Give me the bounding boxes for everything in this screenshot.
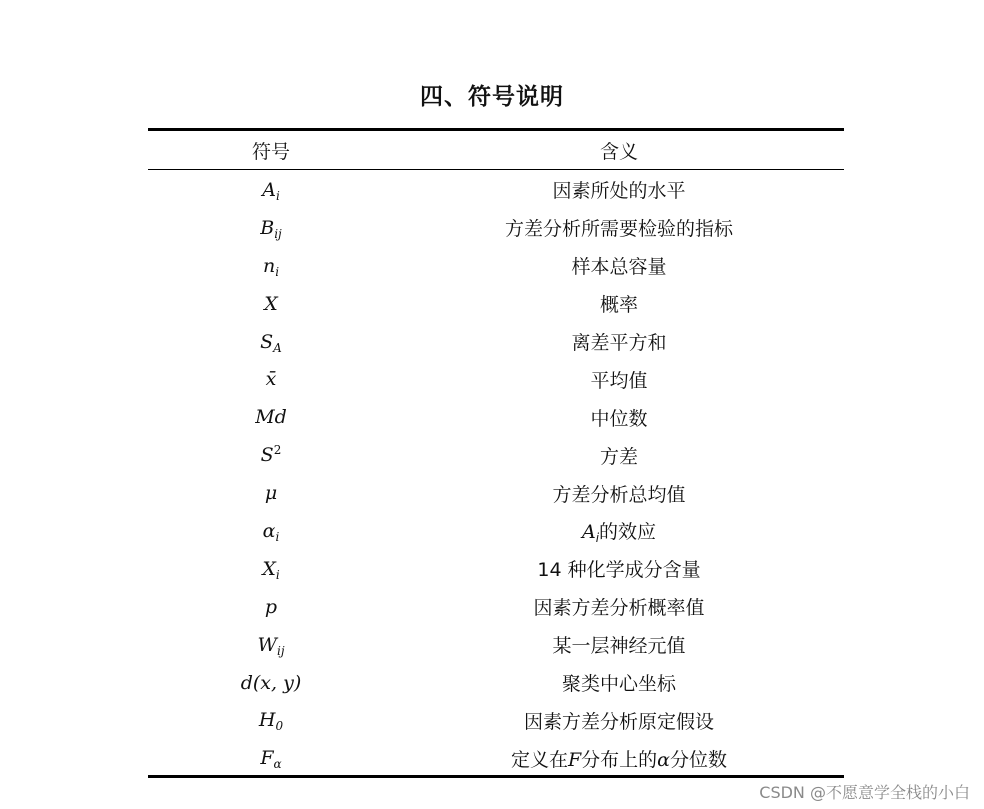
symbol-cell: d(x, y) [240, 671, 302, 694]
table-row [148, 550, 844, 588]
meaning-cell: 因素方差分析概率值 [533, 597, 705, 620]
table-row [148, 626, 844, 664]
table-row [148, 398, 844, 436]
symbol-cell: μ [264, 482, 278, 505]
table-row [148, 209, 844, 247]
meaning-cell: 聚类中心坐标 [561, 673, 676, 696]
table-row [148, 285, 844, 323]
symbol-table-body [148, 171, 844, 777]
meaning-cell: 某一层神经元值 [552, 635, 686, 658]
symbol-cell: x̄ [265, 368, 277, 391]
meaning-cell: 方差分析所需要检验的指标 [504, 218, 733, 241]
table-row [148, 247, 844, 285]
table-row [148, 360, 844, 398]
table-header-rule [148, 169, 844, 170]
table-bottom-rule [148, 775, 844, 778]
table-row [148, 323, 844, 361]
table-row [148, 171, 844, 209]
symbol-cell: $\alpha_i$ [262, 519, 280, 544]
symbol-cell: $H_0$ [258, 709, 284, 734]
symbol-cell: p [264, 595, 278, 618]
meaning-cell: 因素方差分析原定假设 [523, 710, 714, 733]
meaning-cell: 定义在F分布上的α分位数 [510, 748, 728, 771]
table-row [148, 739, 844, 777]
header-symbol: 符号 [251, 141, 290, 163]
symbol-cell: $X_i$ [262, 557, 280, 582]
table-row [148, 701, 844, 739]
meaning-cell: 中位数 [590, 407, 648, 430]
meaning-cell: 方差 [599, 445, 638, 468]
symbol-cell: $B_{ij}$ [260, 216, 282, 241]
table-row [148, 588, 844, 626]
symbol-cell: $F_\alpha$ [260, 747, 282, 772]
meaning-cell: $A_i$的效应 [581, 521, 657, 546]
symbol-cell: X [264, 292, 278, 315]
meaning-cell: 方差分析总均值 [552, 483, 686, 506]
header-meaning: 含义 [599, 141, 638, 163]
table-header [148, 132, 844, 169]
meaning-cell: 平均值 [590, 369, 648, 392]
symbol-cell: $W_{ij}$ [257, 633, 285, 658]
meaning-cell: 14 种化学成分含量 [537, 559, 701, 582]
section-title: 四、符号说明 [420, 84, 564, 110]
symbol-cell: Md [255, 406, 287, 429]
table-row [148, 474, 844, 512]
symbol-cell: $A_i$ [262, 178, 280, 203]
symbol-cell: $S^2$ [260, 443, 282, 467]
table-row [148, 436, 844, 474]
csdn-watermark: CSDN @不愿意学全栈的小白 [759, 783, 970, 802]
table-row [148, 512, 844, 550]
meaning-cell: 概率 [599, 294, 638, 317]
meaning-cell: 离差平方和 [571, 332, 667, 354]
table-top-rule [148, 128, 844, 131]
meaning-cell: 因素所处的水平 [552, 180, 686, 203]
symbol-cell: $n_i$ [262, 254, 280, 279]
table-row [148, 664, 844, 702]
symbol-cell: $S_A$ [260, 330, 282, 355]
meaning-cell: 样本总容量 [571, 256, 667, 279]
